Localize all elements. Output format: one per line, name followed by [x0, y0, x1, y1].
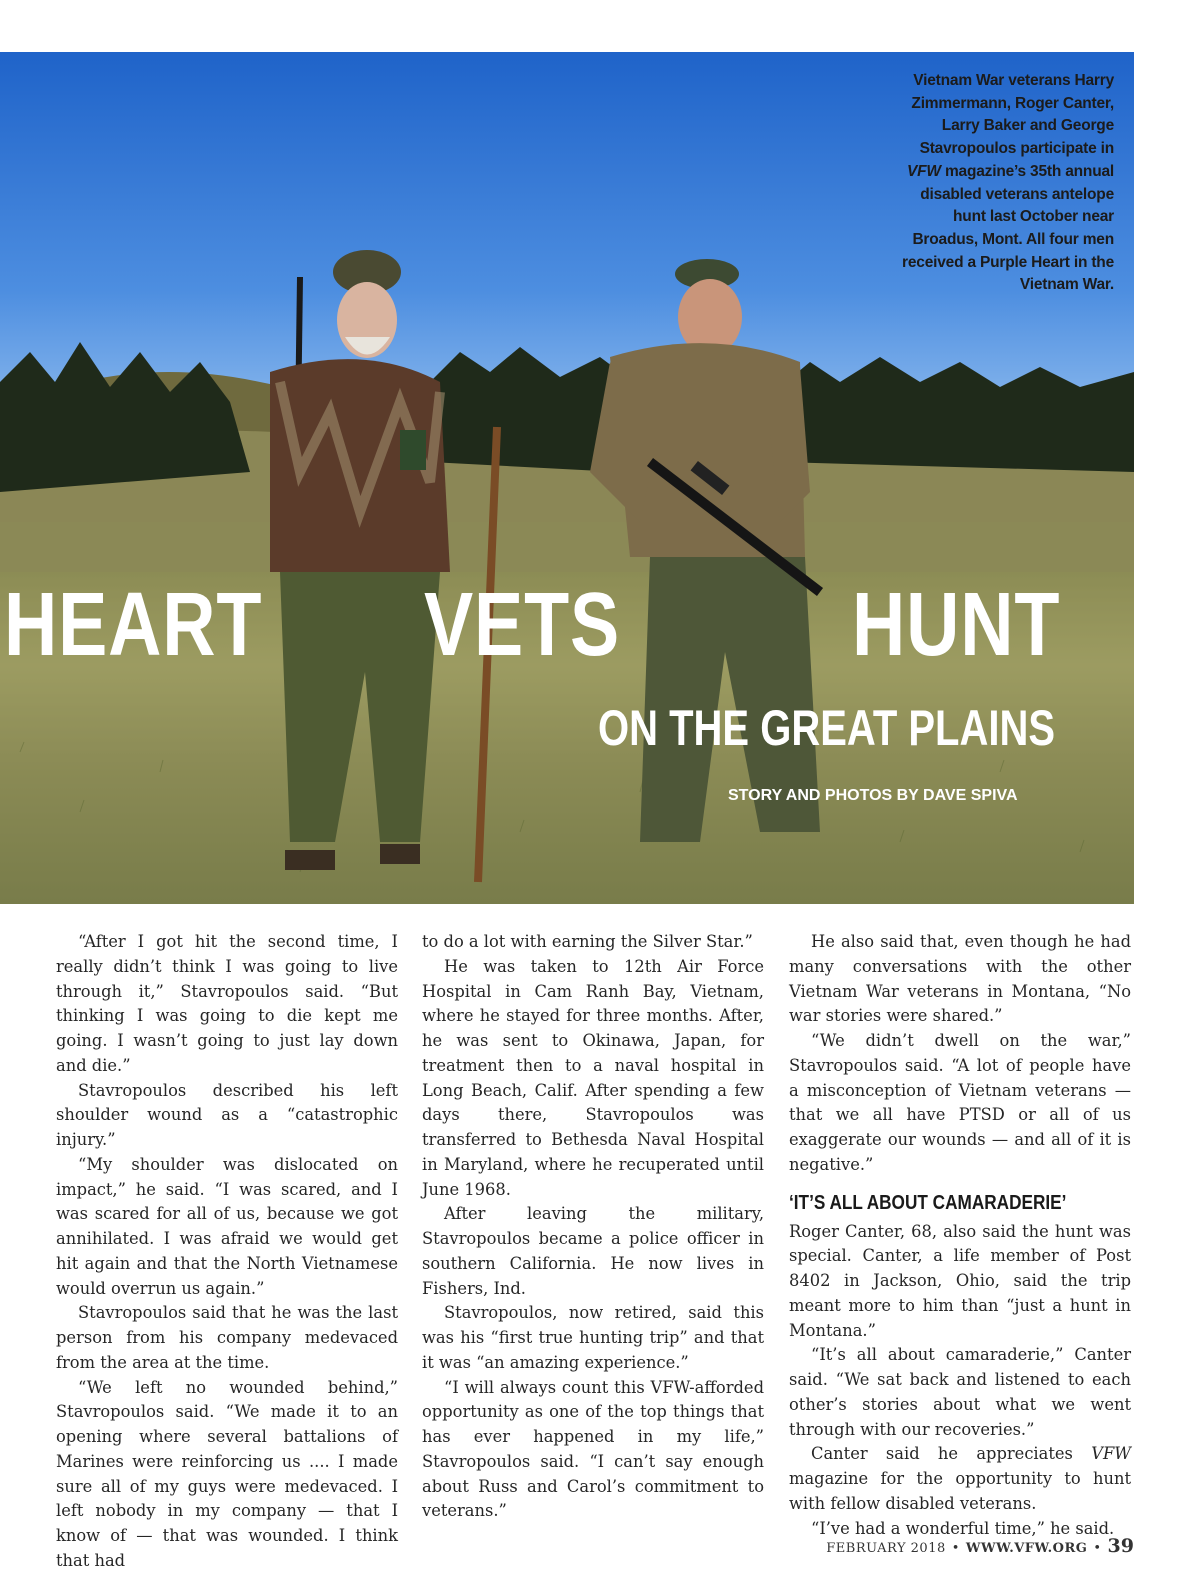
page-footer [826, 1535, 1134, 1557]
paragraph: to do a lot with earning the Silver Star.” [422, 932, 753, 951]
headline-subhead: ON THE GREAT PLAINS [598, 700, 1056, 756]
paragraph: “My shoulder was dislocated on impact,” he said. “I was scared, and I was scared for all of us, because we got annihilated. I was afraid we would get hit again and that the North Vietnamese would overrun us again.” [56, 1154, 398, 1298]
hero-photo [0, 52, 1134, 904]
separator-dot: • [951, 1541, 960, 1556]
paragraph: Stavropoulos described his left shoulder wound as a “catastrophic injury.” [56, 1080, 398, 1149]
paragraph: “We didn’t dwell on the war,” Stavropoulos said. “A lot of people have a misconception of Vietnam veterans — that we all have PTSD or all of us exaggerate our wounds — and all of it is negative.” [789, 1031, 1131, 1174]
paragraph: Stavropoulos said that he was the last person from his company medevaced from the area at the time. [56, 1303, 398, 1372]
page-number: 39 [1107, 1535, 1134, 1557]
paragraph: “I will always count this VFW-afforded opportunity as one of the top things that has ever happened in my life,” Stavropoulos said. “I can’t say enough about Russ and Carol’s commitment to veterans.” [422, 1377, 764, 1521]
article-column-3 [789, 930, 1131, 1541]
article-column-2 [422, 930, 764, 1524]
paragraph: He was taken to 12th Air Force Hospital in Cam Ranh Bay, Vietnam, where he stayed for three months. After, he was sent to Okinawa, Japan, for treatment then to a naval hospital in Long Beach, Calif. After spending a few days there, Stavropoulos was transferred to Bethesda Naval Hospital in Maryland, where he recuperated until June 1968. [422, 956, 764, 1199]
article-column-1 [56, 930, 398, 1574]
headline-word-hunt: HUNT [852, 575, 1061, 675]
section-heading: ‘IT’S ALL ABOUT CAMARADERIE’ [789, 1191, 1067, 1214]
photo-caption: Vietnam War veterans Harry Zimmermann, Roger Canter, Larry Baker and George Stavropoulos participate in VFW magazine’s 35th annual disabled veterans antelope hunt last October near Broadus, Mont. All four men received a Purple Heart in the Vietnam War. [902, 72, 1114, 294]
paragraph: Roger Canter, 68, also said the hunt was special. Canter, a life member of Post 8402 in Jackson, Ohio, said the trip meant more to him than “just a hunt in Montana.” [789, 1221, 1131, 1340]
paragraph: After leaving the military, Stavropoulos became a police officer in southern California. He now lives in Fishers, Ind. [422, 1204, 764, 1298]
headline-word-heart: HEART [4, 575, 263, 675]
separator-dot: • [1093, 1541, 1102, 1556]
paragraph: “We left no wounded behind,” Stavropoulos said. “We made it to an opening where several battalions of Marines were reinforcing us .... I made sure all of my guys were medevaced. I left nobody in my company — that I know of — that was wounded. I think that had [56, 1377, 398, 1570]
paragraph: He also said that, even though he had many conversations with the other Vietnam War veterans in Montana, “No war stories were shared.” [789, 932, 1131, 1026]
paragraph: Canter said he appreciates VFW magazine for the opportunity to hunt with fellow disabled veterans. [789, 1444, 1131, 1513]
paragraph: “After I got hit the second time, I really didn’t think I was going to live through it,” Stavropoulos said. “But thinking I was going to die kept me going. I wasn’t going to just lay down and die.” [56, 932, 398, 1075]
paragraph: “It’s all about camaraderie,” Canter said. “We sat back and listened to each other’s stories about what we went through with our recoveries.” [789, 1345, 1131, 1439]
byline: STORY AND PHOTOS BY DAVE SPIVA [728, 787, 1018, 804]
paragraph: Stavropoulos, now retired, said this was his “first true hunting trip” and that it was “an amazing experience.” [422, 1303, 764, 1372]
headline-word-vets: VETS [424, 575, 621, 675]
issue-date: FEBRUARY 2018 [826, 1541, 946, 1556]
paragraph: “I’ve had a wonderful time,” he said. [811, 1518, 1115, 1538]
website-url: WWW.VFW.ORG [965, 1541, 1088, 1556]
